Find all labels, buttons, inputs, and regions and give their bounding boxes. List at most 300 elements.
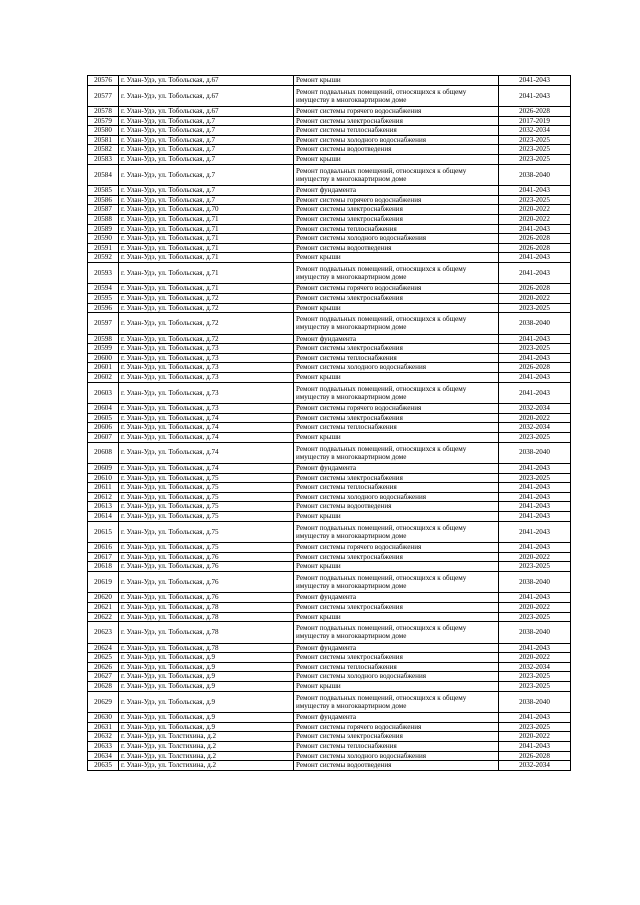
table-row bbox=[88, 205, 571, 215]
address-cell: г. Улан-Удэ, ул. Тобольская, д.76 bbox=[119, 552, 294, 562]
period-cell: 2020-2022 bbox=[499, 552, 571, 562]
work-type-cell: Ремонт системы горячего водоснабжения bbox=[294, 404, 499, 414]
table-row bbox=[88, 195, 571, 205]
work-type-cell: Ремонт крыши bbox=[294, 432, 499, 442]
table-row bbox=[88, 423, 571, 433]
work-type-cell: Ремонт системы электроснабжения bbox=[294, 294, 499, 304]
work-type-cell: Ремонт системы холодного водоснабжения bbox=[294, 234, 499, 244]
row-number: 20591 bbox=[88, 243, 119, 253]
row-number: 20616 bbox=[88, 543, 119, 553]
period-cell: 2026-2028 bbox=[499, 243, 571, 253]
table-row bbox=[88, 85, 571, 107]
table-row bbox=[88, 761, 571, 771]
period-cell: 2041-2043 bbox=[499, 483, 571, 493]
period-cell: 2041-2043 bbox=[499, 741, 571, 751]
table-row bbox=[88, 751, 571, 761]
period-cell: 2041-2043 bbox=[499, 713, 571, 723]
period-cell: 2032-2034 bbox=[499, 126, 571, 136]
table-row bbox=[88, 492, 571, 502]
period-cell: 2020-2022 bbox=[499, 653, 571, 663]
table-row bbox=[88, 334, 571, 344]
table-row bbox=[88, 303, 571, 313]
table-row bbox=[88, 713, 571, 723]
table-row bbox=[88, 253, 571, 263]
period-cell: 2020-2022 bbox=[499, 294, 571, 304]
period-cell: 2023-2025 bbox=[499, 682, 571, 692]
period-cell: 2041-2043 bbox=[499, 464, 571, 474]
period-cell: 2020-2022 bbox=[499, 205, 571, 215]
work-type-cell: Ремонт системы электроснабжения bbox=[294, 653, 499, 663]
work-type-cell: Ремонт крыши bbox=[294, 155, 499, 165]
address-cell: г. Улан-Удэ, ул. Тобольская, д.78 bbox=[119, 612, 294, 622]
work-type-cell: Ремонт системы электроснабжения bbox=[294, 205, 499, 215]
work-type-cell: Ремонт системы холодного водоснабжения bbox=[294, 492, 499, 502]
work-type-cell: Ремонт подвальных помещений, относящихся к общему имуществу в многоквартирном доме bbox=[294, 442, 499, 464]
address-cell: г. Улан-Удэ, ул. Тобольская, д.7 bbox=[119, 126, 294, 136]
address-cell: г. Улан-Удэ, ул. Толстихина, д.2 bbox=[119, 761, 294, 771]
period-cell: 2023-2025 bbox=[499, 672, 571, 682]
address-cell: г. Улан-Удэ, ул. Тобольская, д.71 bbox=[119, 224, 294, 234]
period-cell: 2023-2025 bbox=[499, 303, 571, 313]
period-cell: 2023-2025 bbox=[499, 344, 571, 354]
repair-schedule-page bbox=[87, 75, 571, 771]
address-cell: г. Улан-Удэ, ул. Тобольская, д.71 bbox=[119, 234, 294, 244]
period-cell: 2032-2034 bbox=[499, 761, 571, 771]
address-cell: г. Улан-Удэ, ул. Толстихина, д.2 bbox=[119, 732, 294, 742]
table-row bbox=[88, 313, 571, 335]
address-cell: г. Улан-Удэ, ул. Тобольская, д.72 bbox=[119, 313, 294, 335]
table-row bbox=[88, 344, 571, 354]
row-number: 20601 bbox=[88, 363, 119, 373]
row-number: 20634 bbox=[88, 751, 119, 761]
period-cell: 2041-2043 bbox=[499, 85, 571, 107]
address-cell: г. Улан-Удэ, ул. Тобольская, д.75 bbox=[119, 512, 294, 522]
period-cell: 2041-2043 bbox=[499, 76, 571, 86]
row-number: 20581 bbox=[88, 135, 119, 145]
address-cell: г. Улан-Удэ, ул. Тобольская, д.74 bbox=[119, 432, 294, 442]
row-number: 20588 bbox=[88, 214, 119, 224]
work-type-cell: Ремонт подвальных помещений, относящихся к общему имуществу в многоквартирном доме bbox=[294, 382, 499, 404]
row-number: 20621 bbox=[88, 602, 119, 612]
address-cell: г. Улан-Удэ, ул. Тобольская, д.75 bbox=[119, 543, 294, 553]
table-row bbox=[88, 155, 571, 165]
table-row bbox=[88, 107, 571, 117]
work-type-cell: Ремонт подвальных помещений, относящихся к общему имуществу в многоквартирном доме bbox=[294, 691, 499, 713]
table-row bbox=[88, 164, 571, 186]
row-number: 20589 bbox=[88, 224, 119, 234]
work-type-cell: Ремонт системы электроснабжения bbox=[294, 732, 499, 742]
table-row bbox=[88, 464, 571, 474]
period-cell: 2026-2028 bbox=[499, 234, 571, 244]
work-type-cell: Ремонт системы холодного водоснабжения bbox=[294, 363, 499, 373]
work-type-cell: Ремонт подвальных помещений, относящихся к общему имуществу в многоквартирном доме bbox=[294, 571, 499, 593]
address-cell: г. Улан-Удэ, ул. Тобольская, д.9 bbox=[119, 653, 294, 663]
address-cell: г. Улан-Удэ, ул. Тобольская, д.73 bbox=[119, 363, 294, 373]
work-type-cell: Ремонт системы электроснабжения bbox=[294, 344, 499, 354]
row-number: 20617 bbox=[88, 552, 119, 562]
table-row bbox=[88, 353, 571, 363]
table-row bbox=[88, 643, 571, 653]
period-cell: 2041-2043 bbox=[499, 253, 571, 263]
row-number: 20590 bbox=[88, 234, 119, 244]
period-cell: 2038-2040 bbox=[499, 622, 571, 644]
table-row bbox=[88, 432, 571, 442]
address-cell: г. Улан-Удэ, ул. Тобольская, д.78 bbox=[119, 643, 294, 653]
work-type-cell: Ремонт подвальных помещений, относящихся к общему имуществу в многоквартирном доме bbox=[294, 313, 499, 335]
work-type-cell: Ремонт крыши bbox=[294, 253, 499, 263]
period-cell: 2020-2022 bbox=[499, 214, 571, 224]
row-number: 20623 bbox=[88, 622, 119, 644]
row-number: 20576 bbox=[88, 76, 119, 86]
row-number: 20596 bbox=[88, 303, 119, 313]
table-row bbox=[88, 76, 571, 86]
period-cell: 2020-2022 bbox=[499, 602, 571, 612]
address-cell: г. Улан-Удэ, ул. Тобольская, д.75 bbox=[119, 483, 294, 493]
row-number: 20630 bbox=[88, 713, 119, 723]
address-cell: г. Улан-Удэ, ул. Тобольская, д.72 bbox=[119, 303, 294, 313]
address-cell: г. Улан-Удэ, ул. Тобольская, д.7 bbox=[119, 135, 294, 145]
row-number: 20613 bbox=[88, 502, 119, 512]
work-type-cell: Ремонт системы холодного водоснабжения bbox=[294, 672, 499, 682]
work-type-cell: Ремонт подвальных помещений, относящихся к общему имуществу в многоквартирном доме bbox=[294, 622, 499, 644]
work-type-cell: Ремонт системы водоотведения bbox=[294, 502, 499, 512]
table-body bbox=[88, 76, 571, 771]
address-cell: г. Улан-Удэ, ул. Тобольская, д.71 bbox=[119, 214, 294, 224]
work-type-cell: Ремонт фундамента bbox=[294, 464, 499, 474]
row-number: 20598 bbox=[88, 334, 119, 344]
period-cell: 2023-2025 bbox=[499, 722, 571, 732]
period-cell: 2026-2028 bbox=[499, 107, 571, 117]
address-cell: г. Улан-Удэ, ул. Тобольская, д.72 bbox=[119, 334, 294, 344]
work-type-cell: Ремонт системы водоотведения bbox=[294, 145, 499, 155]
address-cell: г. Улан-Удэ, ул. Тобольская, д.7 bbox=[119, 195, 294, 205]
work-type-cell: Ремонт системы горячего водоснабжения bbox=[294, 284, 499, 294]
table-row bbox=[88, 612, 571, 622]
period-cell: 2041-2043 bbox=[499, 543, 571, 553]
row-number: 20605 bbox=[88, 413, 119, 423]
address-cell: г. Улан-Удэ, ул. Тобольская, д.9 bbox=[119, 662, 294, 672]
row-number: 20603 bbox=[88, 382, 119, 404]
period-cell: 2026-2028 bbox=[499, 284, 571, 294]
period-cell: 2038-2040 bbox=[499, 442, 571, 464]
period-cell: 2041-2043 bbox=[499, 502, 571, 512]
period-cell: 2041-2043 bbox=[499, 512, 571, 522]
period-cell: 2017-2019 bbox=[499, 116, 571, 126]
table-row bbox=[88, 722, 571, 732]
address-cell: г. Улан-Удэ, ул. Тобольская, д.75 bbox=[119, 473, 294, 483]
table-row bbox=[88, 145, 571, 155]
row-number: 20632 bbox=[88, 732, 119, 742]
address-cell: г. Улан-Удэ, ул. Тобольская, д.67 bbox=[119, 76, 294, 86]
table-row bbox=[88, 413, 571, 423]
address-cell: г. Улан-Удэ, ул. Тобольская, д.7 bbox=[119, 145, 294, 155]
work-type-cell: Ремонт системы теплоснабжения bbox=[294, 423, 499, 433]
address-cell: г. Улан-Удэ, ул. Тобольская, д.74 bbox=[119, 464, 294, 474]
address-cell: г. Улан-Удэ, ул. Тобольская, д.72 bbox=[119, 294, 294, 304]
period-cell: 2038-2040 bbox=[499, 691, 571, 713]
table-row bbox=[88, 382, 571, 404]
period-cell: 2023-2025 bbox=[499, 135, 571, 145]
address-cell: г. Улан-Удэ, ул. Тобольская, д.71 bbox=[119, 262, 294, 284]
table-row bbox=[88, 672, 571, 682]
address-cell: г. Улан-Удэ, ул. Тобольская, д.7 bbox=[119, 164, 294, 186]
address-cell: г. Улан-Удэ, ул. Тобольская, д.7 bbox=[119, 155, 294, 165]
work-type-cell: Ремонт системы теплоснабжения bbox=[294, 224, 499, 234]
table-row bbox=[88, 473, 571, 483]
work-type-cell: Ремонт системы электроснабжения bbox=[294, 552, 499, 562]
work-type-cell: Ремонт системы холодного водоснабжения bbox=[294, 135, 499, 145]
address-cell: г. Улан-Удэ, ул. Тобольская, д.67 bbox=[119, 85, 294, 107]
work-type-cell: Ремонт подвальных помещений, относящихся к общему имуществу в многоквартирном доме bbox=[294, 521, 499, 543]
period-cell: 2023-2025 bbox=[499, 432, 571, 442]
address-cell: г. Улан-Удэ, ул. Тобольская, д.76 bbox=[119, 593, 294, 603]
row-number: 20577 bbox=[88, 85, 119, 107]
table-row bbox=[88, 214, 571, 224]
row-number: 20628 bbox=[88, 682, 119, 692]
period-cell: 2041-2043 bbox=[499, 521, 571, 543]
row-number: 20578 bbox=[88, 107, 119, 117]
period-cell: 2023-2025 bbox=[499, 612, 571, 622]
period-cell: 2032-2034 bbox=[499, 404, 571, 414]
row-number: 20614 bbox=[88, 512, 119, 522]
period-cell: 2038-2040 bbox=[499, 164, 571, 186]
address-cell: г. Улан-Удэ, ул. Толстихина, д.2 bbox=[119, 741, 294, 751]
table-row bbox=[88, 442, 571, 464]
address-cell: г. Улан-Удэ, ул. Тобольская, д.71 bbox=[119, 284, 294, 294]
table-row bbox=[88, 135, 571, 145]
row-number: 20579 bbox=[88, 116, 119, 126]
row-number: 20600 bbox=[88, 353, 119, 363]
row-number: 20593 bbox=[88, 262, 119, 284]
work-type-cell: Ремонт подвальных помещений, относящихся к общему имуществу в многоквартирном доме bbox=[294, 164, 499, 186]
row-number: 20611 bbox=[88, 483, 119, 493]
table-row bbox=[88, 243, 571, 253]
table-row bbox=[88, 363, 571, 373]
address-cell: г. Улан-Удэ, ул. Тобольская, д.78 bbox=[119, 622, 294, 644]
row-number: 20583 bbox=[88, 155, 119, 165]
period-cell: 2041-2043 bbox=[499, 593, 571, 603]
row-number: 20625 bbox=[88, 653, 119, 663]
address-cell: г. Улан-Удэ, ул. Тобольская, д.70 bbox=[119, 205, 294, 215]
address-cell: г. Улан-Удэ, ул. Тобольская, д.74 bbox=[119, 442, 294, 464]
table-row bbox=[88, 543, 571, 553]
address-cell: г. Улан-Удэ, ул. Тобольская, д.74 bbox=[119, 423, 294, 433]
row-number: 20620 bbox=[88, 593, 119, 603]
period-cell: 2038-2040 bbox=[499, 313, 571, 335]
row-number: 20595 bbox=[88, 294, 119, 304]
work-type-cell: Ремонт системы электроснабжения bbox=[294, 214, 499, 224]
work-type-cell: Ремонт крыши bbox=[294, 303, 499, 313]
table-row bbox=[88, 224, 571, 234]
address-cell: г. Улан-Удэ, ул. Тобольская, д.9 bbox=[119, 672, 294, 682]
table-row bbox=[88, 373, 571, 383]
row-number: 20610 bbox=[88, 473, 119, 483]
row-number: 20612 bbox=[88, 492, 119, 502]
period-cell: 2041-2043 bbox=[499, 353, 571, 363]
work-type-cell: Ремонт системы горячего водоснабжения bbox=[294, 722, 499, 732]
row-number: 20602 bbox=[88, 373, 119, 383]
period-cell: 2041-2043 bbox=[499, 186, 571, 196]
address-cell: г. Улан-Удэ, ул. Тобольская, д.75 bbox=[119, 492, 294, 502]
work-type-cell: Ремонт крыши bbox=[294, 76, 499, 86]
work-type-cell: Ремонт фундамента bbox=[294, 713, 499, 723]
address-cell: г. Улан-Удэ, ул. Тобольская, д.76 bbox=[119, 562, 294, 572]
row-number: 20599 bbox=[88, 344, 119, 354]
period-cell: 2038-2040 bbox=[499, 571, 571, 593]
work-type-cell: Ремонт крыши bbox=[294, 373, 499, 383]
address-cell: г. Улан-Удэ, ул. Тобольская, д.78 bbox=[119, 602, 294, 612]
work-type-cell: Ремонт системы водоотведения bbox=[294, 243, 499, 253]
period-cell: 2041-2043 bbox=[499, 373, 571, 383]
table-row bbox=[88, 602, 571, 612]
work-type-cell: Ремонт системы водоотведения bbox=[294, 761, 499, 771]
table-row bbox=[88, 502, 571, 512]
table-row bbox=[88, 483, 571, 493]
row-number: 20619 bbox=[88, 571, 119, 593]
table-row bbox=[88, 234, 571, 244]
work-type-cell: Ремонт системы горячего водоснабжения bbox=[294, 107, 499, 117]
work-type-cell: Ремонт подвальных помещений, относящихся к общему имуществу в многоквартирном доме bbox=[294, 85, 499, 107]
table-row bbox=[88, 186, 571, 196]
table-row bbox=[88, 732, 571, 742]
row-number: 20631 bbox=[88, 722, 119, 732]
table-row bbox=[88, 116, 571, 126]
period-cell: 2023-2025 bbox=[499, 145, 571, 155]
period-cell: 2020-2022 bbox=[499, 413, 571, 423]
row-number: 20633 bbox=[88, 741, 119, 751]
work-type-cell: Ремонт системы теплоснабжения bbox=[294, 741, 499, 751]
period-cell: 2041-2043 bbox=[499, 262, 571, 284]
table-row bbox=[88, 593, 571, 603]
work-type-cell: Ремонт крыши bbox=[294, 512, 499, 522]
row-number: 20584 bbox=[88, 164, 119, 186]
row-number: 20629 bbox=[88, 691, 119, 713]
work-type-cell: Ремонт системы теплоснабжения bbox=[294, 353, 499, 363]
period-cell: 2041-2043 bbox=[499, 334, 571, 344]
address-cell: г. Улан-Удэ, ул. Тобольская, д.7 bbox=[119, 186, 294, 196]
work-type-cell: Ремонт системы электроснабжения bbox=[294, 413, 499, 423]
row-number: 20597 bbox=[88, 313, 119, 335]
work-type-cell: Ремонт системы холодного водоснабжения bbox=[294, 751, 499, 761]
period-cell: 2032-2034 bbox=[499, 423, 571, 433]
row-number: 20606 bbox=[88, 423, 119, 433]
period-cell: 2023-2025 bbox=[499, 155, 571, 165]
table-row bbox=[88, 404, 571, 414]
period-cell: 2026-2028 bbox=[499, 751, 571, 761]
table-row bbox=[88, 622, 571, 644]
table-row bbox=[88, 294, 571, 304]
work-type-cell: Ремонт системы горячего водоснабжения bbox=[294, 543, 499, 553]
address-cell: г. Улан-Удэ, ул. Тобольская, д.73 bbox=[119, 353, 294, 363]
table-row bbox=[88, 262, 571, 284]
row-number: 20592 bbox=[88, 253, 119, 263]
table-row bbox=[88, 512, 571, 522]
work-type-cell: Ремонт крыши bbox=[294, 612, 499, 622]
address-cell: г. Улан-Удэ, ул. Тобольская, д.9 bbox=[119, 691, 294, 713]
work-type-cell: Ремонт системы теплоснабжения bbox=[294, 483, 499, 493]
address-cell: г. Улан-Удэ, ул. Тобольская, д.75 bbox=[119, 521, 294, 543]
row-number: 20622 bbox=[88, 612, 119, 622]
row-number: 20627 bbox=[88, 672, 119, 682]
address-cell: г. Улан-Удэ, ул. Тобольская, д.71 bbox=[119, 253, 294, 263]
row-number: 20608 bbox=[88, 442, 119, 464]
period-cell: 2041-2043 bbox=[499, 643, 571, 653]
row-number: 20618 bbox=[88, 562, 119, 572]
row-number: 20582 bbox=[88, 145, 119, 155]
row-number: 20585 bbox=[88, 186, 119, 196]
address-cell: г. Улан-Удэ, ул. Толстихина, д.2 bbox=[119, 751, 294, 761]
row-number: 20626 bbox=[88, 662, 119, 672]
address-cell: г. Улан-Удэ, ул. Тобольская, д.73 bbox=[119, 344, 294, 354]
period-cell: 2023-2025 bbox=[499, 473, 571, 483]
repair-schedule-table bbox=[87, 75, 571, 771]
work-type-cell: Ремонт фундамента bbox=[294, 334, 499, 344]
work-type-cell: Ремонт системы теплоснабжения bbox=[294, 662, 499, 672]
address-cell: г. Улан-Удэ, ул. Тобольская, д.74 bbox=[119, 413, 294, 423]
table-row bbox=[88, 741, 571, 751]
work-type-cell: Ремонт подвальных помещений, относящихся к общему имуществу в многоквартирном доме bbox=[294, 262, 499, 284]
period-cell: 2023-2025 bbox=[499, 562, 571, 572]
table-row bbox=[88, 662, 571, 672]
row-number: 20615 bbox=[88, 521, 119, 543]
table-row bbox=[88, 126, 571, 136]
address-cell: г. Улан-Удэ, ул. Тобольская, д.73 bbox=[119, 382, 294, 404]
work-type-cell: Ремонт системы электроснабжения bbox=[294, 473, 499, 483]
address-cell: г. Улан-Удэ, ул. Тобольская, д.73 bbox=[119, 373, 294, 383]
address-cell: г. Улан-Удэ, ул. Тобольская, д.9 bbox=[119, 722, 294, 732]
work-type-cell: Ремонт системы электроснабжения bbox=[294, 116, 499, 126]
table-row bbox=[88, 691, 571, 713]
row-number: 20607 bbox=[88, 432, 119, 442]
table-row bbox=[88, 682, 571, 692]
row-number: 20624 bbox=[88, 643, 119, 653]
period-cell: 2041-2043 bbox=[499, 492, 571, 502]
table-row bbox=[88, 571, 571, 593]
work-type-cell: Ремонт системы теплоснабжения bbox=[294, 126, 499, 136]
table-row bbox=[88, 653, 571, 663]
row-number: 20635 bbox=[88, 761, 119, 771]
period-cell: 2041-2043 bbox=[499, 224, 571, 234]
work-type-cell: Ремонт фундамента bbox=[294, 593, 499, 603]
work-type-cell: Ремонт фундамента bbox=[294, 186, 499, 196]
work-type-cell: Ремонт фундамента bbox=[294, 643, 499, 653]
table-row bbox=[88, 552, 571, 562]
address-cell: г. Улан-Удэ, ул. Тобольская, д.73 bbox=[119, 404, 294, 414]
table-row bbox=[88, 284, 571, 294]
address-cell: г. Улан-Удэ, ул. Тобольская, д.71 bbox=[119, 243, 294, 253]
address-cell: г. Улан-Удэ, ул. Тобольская, д.76 bbox=[119, 571, 294, 593]
row-number: 20609 bbox=[88, 464, 119, 474]
row-number: 20604 bbox=[88, 404, 119, 414]
period-cell: 2032-2034 bbox=[499, 662, 571, 672]
table-row bbox=[88, 562, 571, 572]
row-number: 20586 bbox=[88, 195, 119, 205]
period-cell: 2026-2028 bbox=[499, 363, 571, 373]
address-cell: г. Улан-Удэ, ул. Тобольская, д.9 bbox=[119, 682, 294, 692]
address-cell: г. Улан-Удэ, ул. Тобольская, д.75 bbox=[119, 502, 294, 512]
table-row bbox=[88, 521, 571, 543]
period-cell: 2020-2022 bbox=[499, 732, 571, 742]
row-number: 20587 bbox=[88, 205, 119, 215]
address-cell: г. Улан-Удэ, ул. Тобольская, д.9 bbox=[119, 713, 294, 723]
work-type-cell: Ремонт системы электроснабжения bbox=[294, 602, 499, 612]
row-number: 20594 bbox=[88, 284, 119, 294]
period-cell: 2041-2043 bbox=[499, 382, 571, 404]
address-cell: г. Улан-Удэ, ул. Тобольская, д.7 bbox=[119, 116, 294, 126]
work-type-cell: Ремонт крыши bbox=[294, 562, 499, 572]
work-type-cell: Ремонт системы горячего водоснабжения bbox=[294, 195, 499, 205]
period-cell: 2023-2025 bbox=[499, 195, 571, 205]
